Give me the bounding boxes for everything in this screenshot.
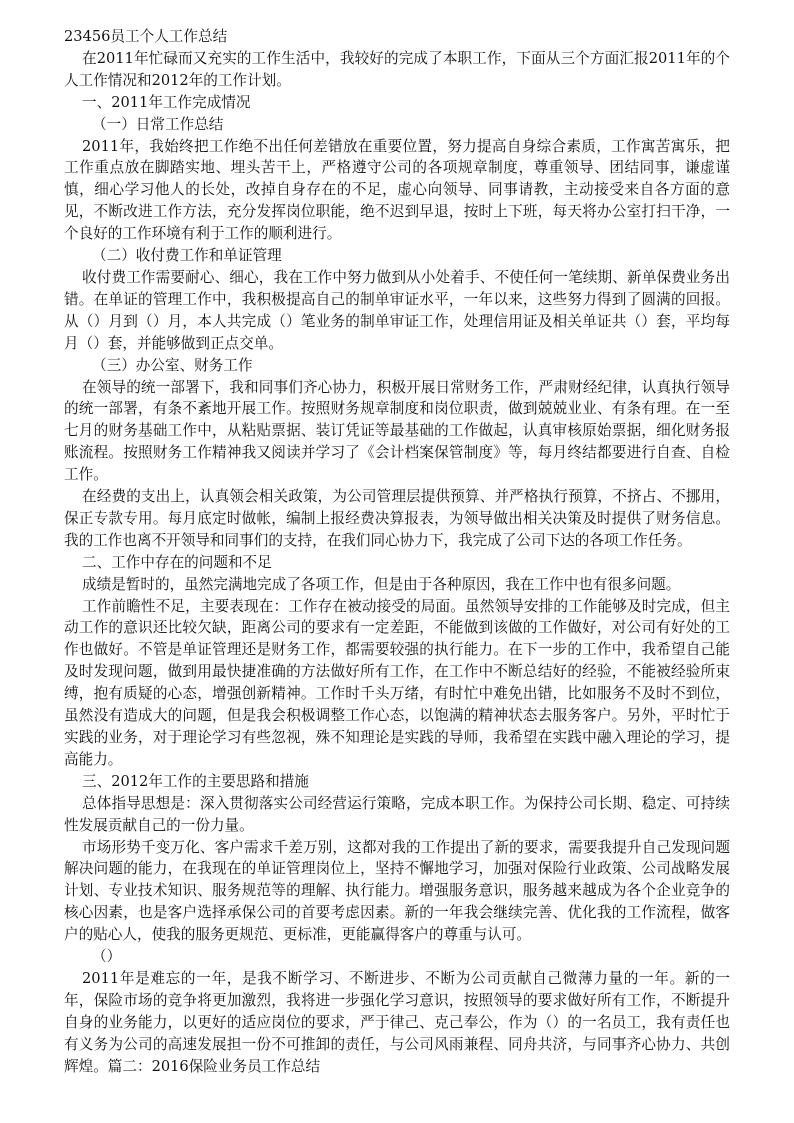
section-1-sub-1-paragraph: 2011年，我始终把工作绝不出任何差错放在重要位置，努力提高自身综合素质，工作寓苦寓乐，把工作重点放在脚踏实地、埋头苦干上，严格遵守公司的各项规章制度，尊重领导、团结同事，谦虚谨慎，细心学习他人的长处，改掉自身存在的不足，虚心向领导、同事请教，主动接受来自各方面的意见，不断改进工作方法，充分发挥岗位职能，绝不迟到早退，按时上下班，每天将办公室打扫干净，一个良好的工作环境有利于工作的顺利进行。 (64, 137, 730, 243)
section-3-paragraph-1: 总体指导思想是：深入贯彻落实公司经营运行策略，完成本职工作。为保持公司长期、稳定、可持续性发展贡献自己的一份力量。 (64, 794, 730, 834)
section-1-sub-3-heading: （三）办公室、财务工作 (92, 356, 253, 374)
section-2-heading: 二、工作中存在的问题和不足 (82, 553, 272, 571)
section-3-blank-marker: （） (92, 948, 122, 966)
document-body (64, 26, 730, 1078)
section-3-paragraph-3: 2011年是难忘的一年，是我不断学习、不断进步、不断为公司贡献自己微薄力量的一年。新的一年，保险市场的竞争将更加激烈，我将进一步强化学习意识，按照领导的要求做好所有工作，不断提升自身的业务能力，以更好的适应岗位的要求，严于律己、克己奉公，作为（）的一名员工，我有责任也有义务为公司的高速发展担一份不可推卸的责任，与公司风雨兼程、同舟共济，与同事齐心协力、共创辉煌。篇二：2016保险业务员工作总结 (64, 969, 730, 1075)
section-1-heading: 一、2011年工作完成情况 (82, 93, 251, 111)
section-3-heading: 三、2012年工作的主要思路和措施 (82, 772, 309, 790)
section-2-paragraph-1: 成绩是暂时的，虽然完满地完成了各项工作，但是由于各种原因，我在工作中也有很多问题。 (82, 575, 681, 593)
section-1-sub-2-heading: （二）收付费工作和单证管理 (92, 247, 282, 265)
section-1-sub-3-paragraph-1: 在领导的统一部署下，我和同事们齐心协力，积极开展日常财务工作，严肃财经纪律，认真执行领导的统一部署，有条不紊地开展工作。按照财务规章制度和岗位职责，做到兢兢业业、有条有理。在一至七月的财务基础工作中，从粘贴票据、装订凭证等最基础的工作做起，认真审核原始票据，细化财务报账流程。按照财务工作精神我又阅读并学习了《会计档案保管制度》等，每月终结都要进行自查、自检工作。 (64, 378, 730, 484)
section-1-sub-1-heading: （一）日常工作总结 (92, 115, 224, 133)
document-title: 23456员工个人工作总结 (64, 28, 228, 45)
intro-paragraph: 在2011年忙碌而又充实的工作生活中，我较好的完成了本职工作，下面从三个方面汇报2011年的个人工作情况和2012年的工作计划。 (64, 49, 730, 89)
section-2-paragraph-2: 工作前瞻性不足，主要表现在：工作存在被动接受的局面。虽然领导安排的工作能够及时完成，但主动工作的意识还比较欠缺，距离公司的要求有一定差距，不能做到该做的工作做好，对公司有好处的工作也做好。不管是单证管理还是财务工作，都需要较强的执行能力。在下一步的工作中，我希望自己能及时发现问题，做到用最快捷准确的方法做好所有工作，在工作中不断总结好的经验，不能被经验所束缚，抱有质疑的心态，增强创新精神。工作时千头万绪，有时忙中难免出错，比如服务不及时不到位，虽然没有造成大的问题，但是我会积极调整工作心态，以饱满的精神状态去服务客户。另外，平时忙于实践的业务，对于理论学习有些忽视，殊不知理论是实践的导师，我希望在实践中融入理论的学习，提高能力。 (64, 597, 730, 768)
section-3-paragraph-2: 市场形势千变万化、客户需求千差万别，这都对我的工作提出了新的要求，需要我提升自己发现问题解决问题的能力，在我现在的单证管理岗位上，坚持不懈地学习，加强对保险行业政策、公司战略发展计划、专业技术知识、服务规范等的理解、执行能力。增强服务意识，服务越来越成为各个企业竞争的核心因素，也是客户选择承保公司的首要考虑因素。新的一年我会继续完善、优化我的工作流程，做客户的贴心人，使我的服务更规范、更标准，更能赢得客户的尊重与认可。 (64, 838, 730, 944)
section-1-sub-3-paragraph-2: 在经费的支出上，认真领会相关政策，为公司管理层提供预算、并严格执行预算，不挤占、不挪用，保正专款专用。每月底定时做帐，编制上报经费决算报表，为领导做出相关决策及时提供了财务信息。 我的工作也离不开领导和同事们的支持，在我们同心协力下，我完成了公司下达的各项工作任务。 (64, 488, 730, 549)
section-1-sub-2-paragraph: 收付费工作需要耐心、细心，我在工作中努力做到从小处着手、不使任何一笔续期、新单保费业务出错。在单证的管理工作中，我积极提高自己的制单审证水平，一年以来，这些努力得到了圆满的回报。从（）月到（）月，本人共完成（）笔业务的制单审证工作，处理信用证及相关单证共（）套，平均每月（）套，并能够做到正点交单。 (64, 268, 730, 352)
